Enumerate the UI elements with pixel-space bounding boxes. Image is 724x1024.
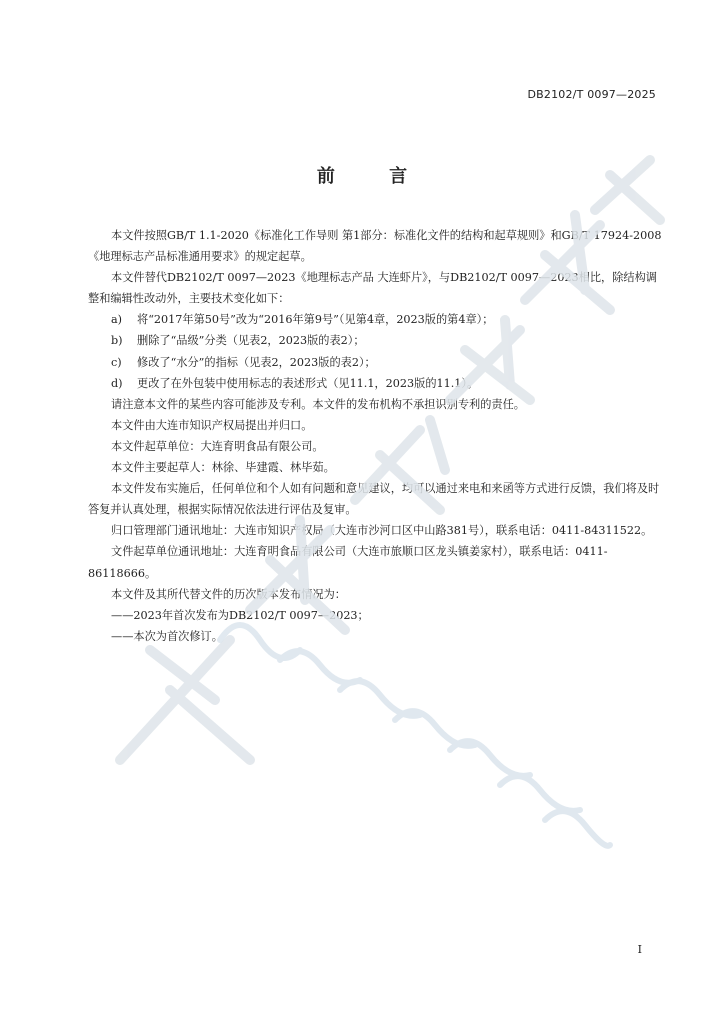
paragraph-drafting-unit: 本文件起草单位：大连育明食品有限公司。 — [111, 439, 324, 453]
page-title: 前 言 — [316, 166, 432, 187]
paragraph-patent-notice: 请注意本文件的某些内容可能涉及专利。本文件的发布机构不承担识别专利的责任。 — [111, 397, 525, 411]
paragraph-drafters: 本文件主要起草人：林徐、毕建霞、林毕茹。 — [111, 461, 335, 475]
list-item-text: 将“2017年第50号”改为“2016年第9号”（见第4章，2023版的第4章）； — [137, 313, 494, 327]
history-entry: ——2023年首次发布为DB2102/T 0097—2023； — [111, 608, 369, 622]
list-item-label: b) — [111, 334, 123, 348]
paragraph-unit-address: 文件起草单位通讯地址：大连育明食品有限公司（大连市旅顺口区龙头镇姜家村），联系电话：0411-86118666。 — [88, 545, 608, 580]
paragraph-authority-address: 归口管理部门通讯地址：大连市知识产权局（大连市沙河口区中山路381号），联系电话：0411-84311522。 — [111, 524, 653, 538]
list-item — [88, 330, 666, 351]
list-item-label: d) — [111, 376, 123, 390]
paragraph-feedback: 本文件发布实施后，任何单位和个人如有问题和意见建议，均可以通过来电和来函等方式进行反馈，我们将及时答复并认真处理，根据实际情况依法进行评估及复审。 — [88, 482, 660, 517]
list-item — [88, 309, 666, 330]
paragraph-history-intro: 本文件及其所代替文件的历次版本发布情况为： — [111, 587, 346, 601]
list-item-label: a) — [111, 313, 123, 327]
page-number: I — [637, 943, 642, 956]
paragraph-drafting-rules: 本文件按照GB/T 1.1-2020《标准化工作导则 第1部分：标准化文件的结构和起草规则》和GB/T 17924-2008《地理标志产品标准通用要求》的规定起草。 — [88, 229, 662, 264]
document-number: DB2102/T 0097—2025 — [527, 88, 656, 101]
list-item-label: c) — [111, 355, 122, 369]
list-item — [88, 352, 666, 373]
paragraph-replacement: 本文件替代DB2102/T 0097—2023《地理标志产品 大连虾片》，与DB2102/T 0097—2023相比，除结构调整和编辑性改动外，主要技术变化如下： — [88, 271, 657, 306]
list-item — [88, 373, 666, 394]
list-item-text: 删除了“品级”分类（见表2，2023版的表2）； — [137, 334, 365, 348]
list-item-text: 修改了“水分”的指标（见表2，2023版的表2）； — [137, 355, 376, 369]
paragraph-proposer: 本文件由大连市知识产权局提出并归口。 — [111, 418, 313, 432]
list-item-text: 更改了在外包装中使用标志的表述形式（见11.1，2023版的11.1）。 — [137, 376, 479, 390]
foreword-body — [88, 225, 666, 647]
history-entry: ——本次为首次修订。 — [111, 629, 223, 643]
